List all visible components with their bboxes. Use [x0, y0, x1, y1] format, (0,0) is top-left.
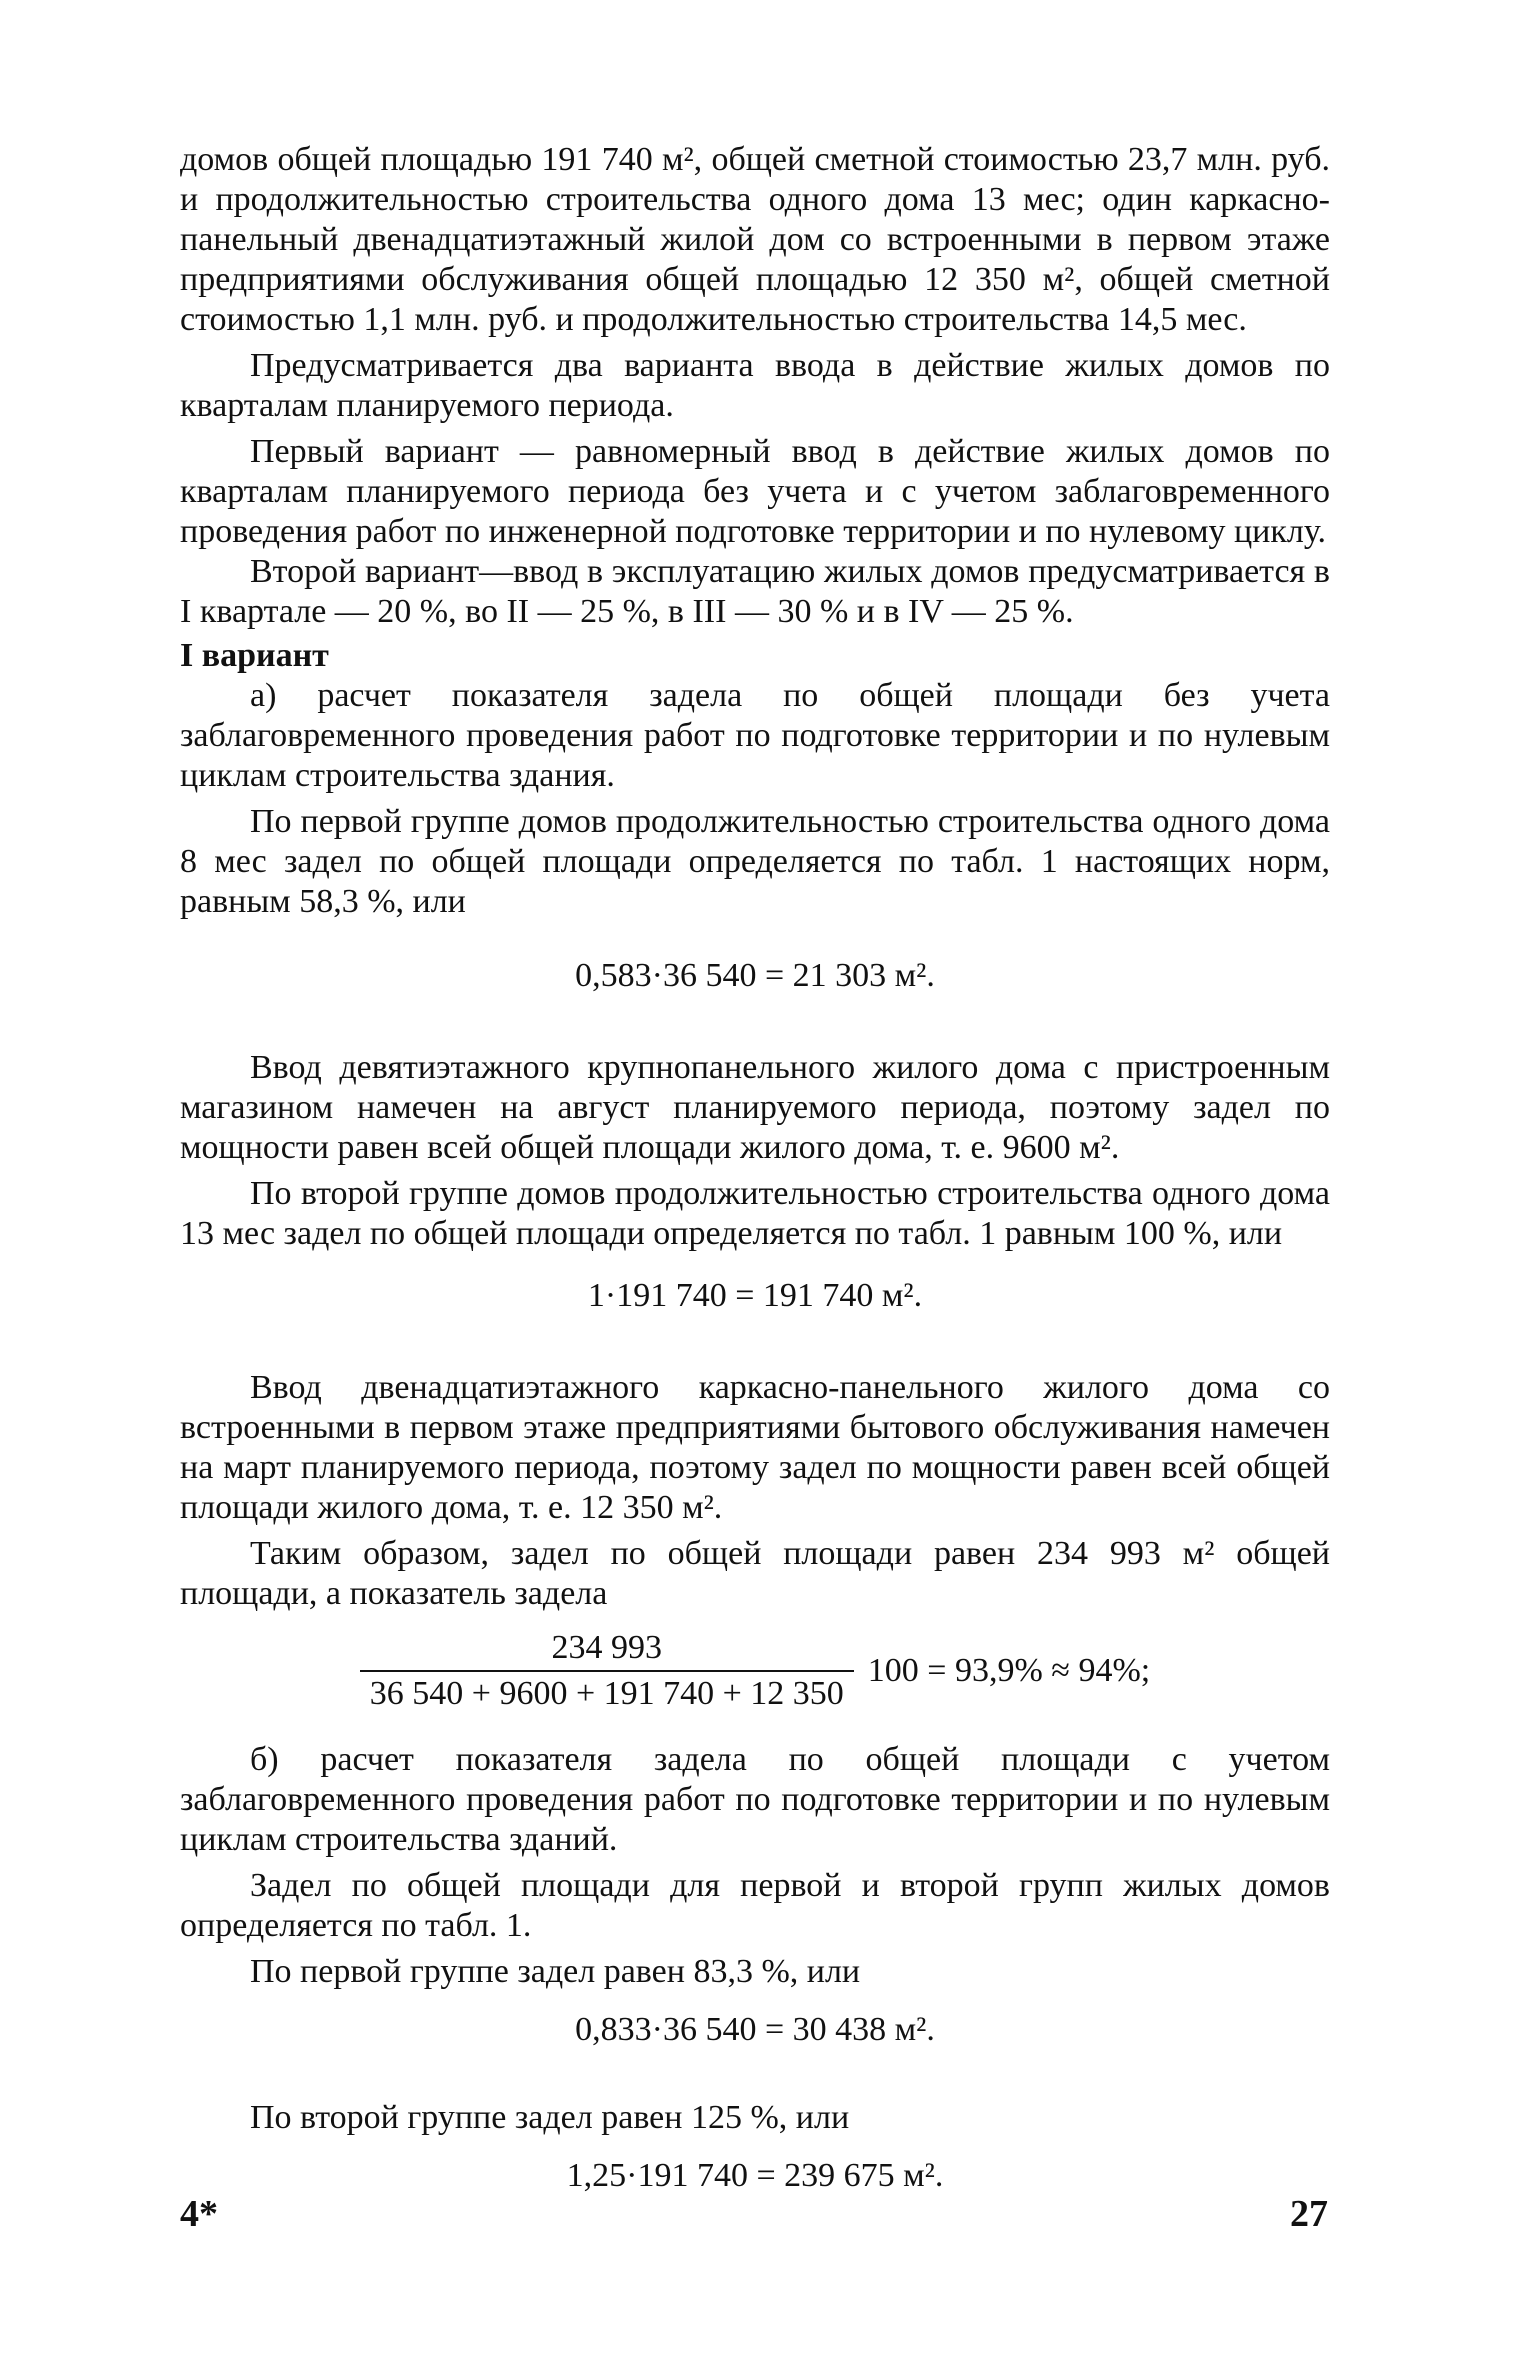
paragraph-first-variant: Первый вариант — равномерный ввод в действие жилых домов по кварталам планируемого периода без учета и с учетом заблаговременного проведения работ по инженерной подготовке территории и по нулевому циклу.: [180, 433, 1330, 550]
paragraph-two-variants: Предусматривается два варианта ввода в действие жилых домов по кварталам планируемого периода.: [180, 347, 1330, 424]
paragraph-group-2: По второй группе домов продолжительностью строительства одного дома 13 мес задел по общей площади определяется по табл. 1 равным 100 %, или: [180, 1175, 1330, 1252]
formula-group-2: 1·191 740 = 191 740 м².: [587, 1277, 923, 1314]
paragraph-calc-a: а) расчет показателя задела по общей площади без учета заблаговременного проведения работ по подготовке территории и по нулевым циклам строительства здания.: [180, 677, 1330, 794]
formula-indicator: [180, 1614, 1330, 1740]
formula-group-1: 0,583·36 540 = 21 303 м².: [575, 957, 935, 994]
fraction-denominator: 36 540 + 9600 + 191 740 + 12 350: [369, 1675, 844, 1712]
paragraph-group-1-b: По первой группе задел равен 83,3 %, или: [250, 1953, 861, 1990]
paragraph-second-variant: Второй вариант—ввод в эксплуатацию жилых домов предусматривается в I квартале — 20 %, во II — 25 %, в III — 30 % и в IV — 25 %.: [180, 553, 1330, 630]
fraction-result: 100 = 93,9% ≈ 94%;: [867, 1652, 1151, 1689]
paragraph-group-2-b: По второй группе задел равен 125 %, или: [250, 2099, 850, 2136]
formula-group-1-b: 0,833·36 540 = 30 438 м².: [575, 2011, 935, 2048]
page-body: [180, 140, 1330, 2244]
paragraph-total: Таким образом, задел по общей площади равен 234 993 м² общей площади, а показатель задела: [180, 1535, 1330, 1612]
paragraph-calc-b: б) расчет показателя задела по общей площади с учетом заблаговременного проведения работ по подготовке территории и по нулевым циклам строительства зданий.: [180, 1741, 1330, 1858]
paragraph-building-specs: домов общей площадью 191 740 м², общей сметной стоимостью 23,7 млн. руб. и продолжительностью строительства одного дома 13 мес; один каркасно-панельный двенадцатиэтажный жилой дом со встроенными в первом этаже предприятиями обслуживания общей площадью 12 350 м², общей сметной стоимостью 1,1 млн. руб. и продолжительностью строительства 14,5 мес.: [180, 141, 1330, 338]
signature-mark: 4*: [180, 2193, 218, 2235]
fraction: [360, 1628, 854, 1714]
formula-group-2-b: 1,25·191 740 = 239 675 м².: [566, 2157, 944, 2194]
page-number: 27: [1290, 2193, 1328, 2235]
paragraph-nine-storey: Ввод девятиэтажного крупнопанельного жилого дома с пристроенным магазином намечен на август планируемого периода, поэтому задел по мощности равен всей общей площади жилого дома, т. е. 9600 м².: [180, 1049, 1330, 1166]
fraction-numerator: 234 993: [360, 1628, 854, 1672]
paragraph-twelve-storey: Ввод двенадцатиэтажного каркасно-панельного жилого дома со встроенными в первом этаже предприятиями бытового обслуживания намечен на март планируемого периода, поэтому задел по мощности равен всей общей площади жилого дома, т. е. 12 350 м².: [180, 1369, 1330, 1526]
paragraph-group-1: По первой группе домов продолжительностью строительства одного дома 8 мес задел по общей площади определяется по табл. 1 настоящих норм, равным 58,3 %, или: [180, 803, 1330, 920]
section-heading-variant-1: I вариант: [180, 637, 329, 674]
paragraph-table-ref: Задел по общей площади для первой и второй групп жилых домов определяется по табл. 1.: [180, 1867, 1330, 1944]
